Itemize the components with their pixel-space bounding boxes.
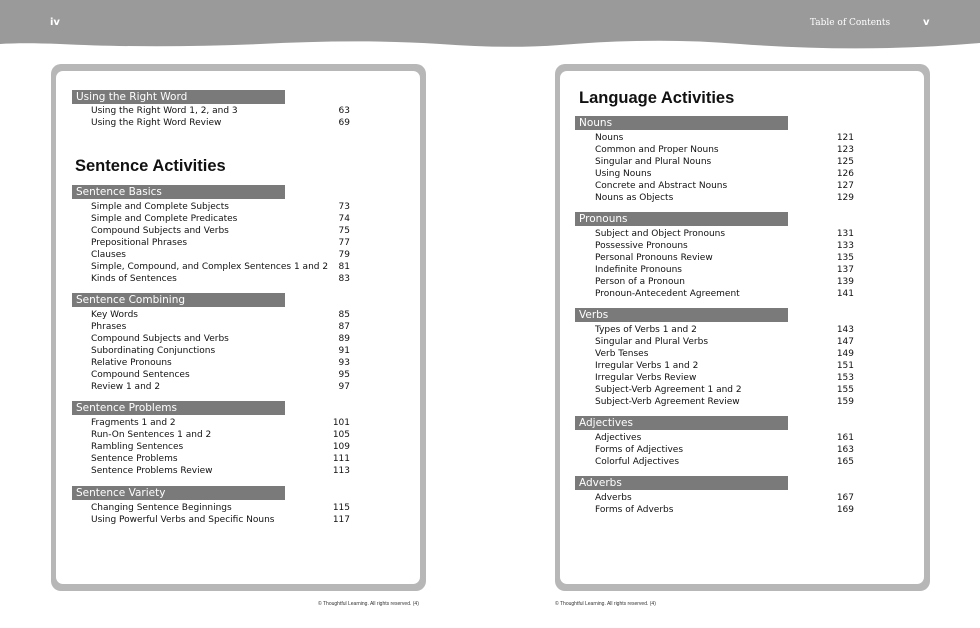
left-page-content (56, 71, 420, 584)
entry-title: Irregular Verbs 1 and 2 (595, 361, 699, 371)
entry-title: Types of Verbs 1 and 2 (595, 325, 697, 335)
entry-page: 87 (338, 322, 350, 332)
left-page-panel (51, 64, 426, 591)
section-title: Language Activities (579, 89, 735, 107)
entry-title: Pronoun-Antecedent Agreement (595, 289, 740, 299)
entry-title: Singular and Plural Nouns (595, 157, 712, 167)
right-page-panel (555, 64, 930, 591)
right-footer: © Thoughtful Learning. All rights reserved. (4) (555, 601, 656, 607)
entry-title: Concrete and Abstract Nouns (595, 181, 728, 191)
entry-page: 143 (836, 325, 854, 335)
left-page-number: iv (50, 17, 60, 28)
entry-page: 123 (836, 145, 854, 155)
entry-title: Fragments 1 and 2 (91, 418, 176, 428)
entry-page: 105 (332, 430, 350, 440)
entry-page: 149 (836, 349, 854, 359)
entry-title: Simple and Complete Predicates (91, 214, 238, 224)
entry-page: 165 (836, 457, 854, 467)
entry-title: Irregular Verbs Review (595, 373, 697, 383)
entry-page: 163 (836, 445, 854, 455)
entry-page: 121 (836, 133, 854, 143)
group-header: Adverbs (575, 476, 788, 490)
entry-page: 131 (836, 229, 854, 239)
entry-title: Kinds of Sentences (91, 274, 177, 284)
right-page-number: v (923, 17, 930, 28)
entry-page: 125 (836, 157, 854, 167)
entry-title: Subject-Verb Agreement Review (595, 397, 740, 407)
entry-title: Personal Pronouns Review (595, 253, 713, 263)
entry-title: Using the Right Word Review (91, 118, 222, 128)
entry-page: 91 (338, 346, 350, 356)
entry-page: 101 (332, 418, 350, 428)
entry-page: 141 (836, 289, 854, 299)
group-header: Nouns (575, 116, 788, 130)
entry-page: 73 (338, 202, 350, 212)
entry-title: Clauses (91, 250, 126, 260)
entry-page: 97 (338, 382, 350, 392)
group-header: Sentence Variety (72, 486, 285, 500)
entry-title: Adjectives (595, 433, 642, 443)
entry-page: 169 (836, 505, 854, 515)
entry-page: 135 (836, 253, 854, 263)
entry-page: 89 (338, 334, 350, 344)
entry-page: 155 (836, 385, 854, 395)
entry-title: Relative Pronouns (91, 358, 172, 368)
entry-page: 63 (338, 106, 350, 116)
entry-title: Key Words (91, 310, 138, 320)
entry-title: Rambling Sentences (91, 442, 184, 452)
entry-title: Common and Proper Nouns (595, 145, 719, 155)
entry-page: 111 (332, 454, 350, 464)
entry-page: 151 (836, 361, 854, 371)
entry-title: Compound Subjects and Verbs (91, 226, 229, 236)
entry-title: Sentence Problems Review (91, 466, 213, 476)
group-header: Sentence Combining (72, 293, 285, 307)
entry-title: Possessive Pronouns (595, 241, 688, 251)
entry-page: 74 (338, 214, 350, 224)
entry-title: Forms of Adjectives (595, 445, 684, 455)
entry-page: 167 (836, 493, 854, 503)
entry-title: Sentence Problems (91, 454, 178, 464)
entry-title: Subject and Object Pronouns (595, 229, 726, 239)
left-footer: © Thoughtful Learning. All rights reserved. (4) (318, 601, 419, 607)
entry-title: Compound Subjects and Verbs (91, 334, 229, 344)
entry-page: 153 (836, 373, 854, 383)
entry-title: Indefinite Pronouns (595, 265, 682, 275)
entry-page: 126 (836, 169, 854, 179)
entry-page: 139 (836, 277, 854, 287)
entry-page: 85 (338, 310, 350, 320)
entry-title: Using the Right Word 1, 2, and 3 (91, 106, 238, 116)
entry-title: Adverbs (595, 493, 632, 503)
header-title: Table of Contents (809, 18, 891, 28)
group-header: Verbs (575, 308, 788, 322)
entry-title: Using Powerful Verbs and Specific Nouns (91, 515, 275, 525)
entry-title: Singular and Plural Verbs (595, 337, 709, 347)
group-header: Using the Right Word (72, 90, 285, 104)
entry-title: Subject-Verb Agreement 1 and 2 (595, 385, 742, 395)
entry-title: Review 1 and 2 (91, 382, 161, 392)
entry-page: 161 (836, 433, 854, 443)
entry-page: 129 (836, 193, 854, 203)
entry-page: 109 (332, 442, 350, 452)
entry-page: 133 (836, 241, 854, 251)
entry-title: Nouns (595, 133, 624, 143)
group-header: Sentence Basics (72, 185, 285, 199)
entry-title: Colorful Adjectives (595, 457, 680, 467)
entry-title: Using Nouns (595, 169, 652, 179)
entry-page: 93 (338, 358, 350, 368)
entry-page: 159 (836, 397, 854, 407)
header-band (0, 0, 980, 60)
entry-page: 83 (338, 274, 350, 284)
entry-title: Run-On Sentences 1 and 2 (91, 430, 212, 440)
entry-page: 117 (332, 515, 350, 525)
group-header: Pronouns (575, 212, 788, 226)
entry-title: Prepositional Phrases (91, 238, 188, 248)
section-title: Sentence Activities (75, 157, 226, 175)
entry-title: Simple and Complete Subjects (91, 202, 229, 212)
entry-title: Compound Sentences (91, 370, 190, 380)
entry-page: 69 (338, 118, 350, 128)
entry-title: Forms of Adverbs (595, 505, 674, 515)
entry-page: 81 (338, 262, 350, 272)
entry-page: 113 (332, 466, 350, 476)
entry-title: Phrases (91, 322, 127, 332)
entry-page: 147 (836, 337, 854, 347)
entry-page: 137 (836, 265, 854, 275)
entry-title: Simple, Compound, and Complex Sentences 1 and 2 (91, 262, 329, 272)
group-header: Adjectives (575, 416, 788, 430)
entry-page: 79 (338, 250, 350, 260)
right-page-content (560, 71, 924, 584)
group-header: Sentence Problems (72, 401, 285, 415)
entry-page: 77 (338, 238, 350, 248)
entry-title: Verb Tenses (595, 349, 649, 359)
entry-page: 75 (338, 226, 350, 236)
entry-title: Nouns as Objects (595, 193, 674, 203)
entry-title: Person of a Pronoun (595, 277, 685, 287)
entry-page: 95 (338, 370, 350, 380)
entry-page: 127 (836, 181, 854, 191)
entry-title: Subordinating Conjunctions (91, 346, 216, 356)
entry-title: Changing Sentence Beginnings (91, 503, 232, 513)
entry-page: 115 (332, 503, 350, 513)
